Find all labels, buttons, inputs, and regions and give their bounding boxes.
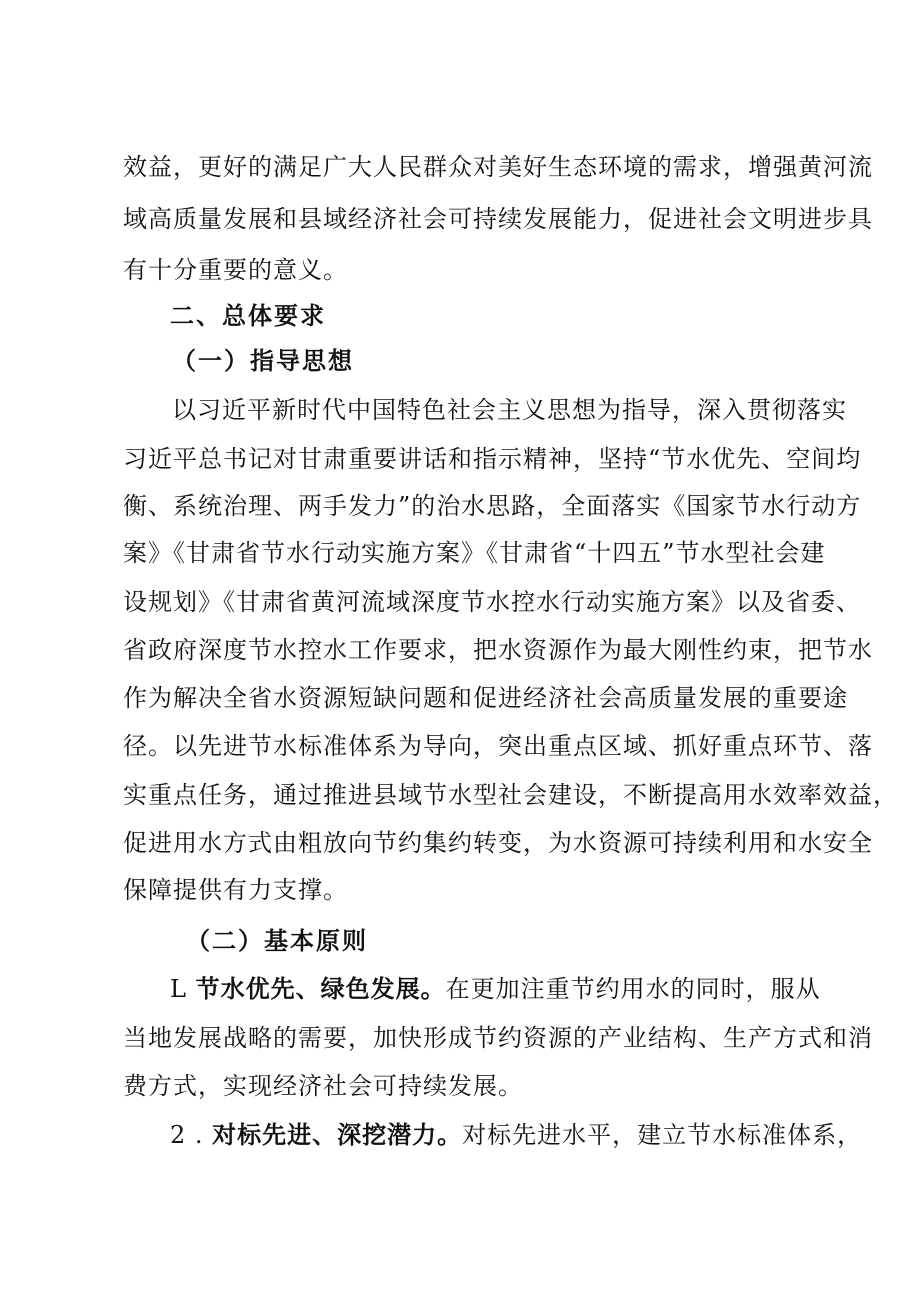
- item-title: 对标先进、深挖潜力。: [212, 1121, 463, 1149]
- principle-item: [170, 1120, 862, 1150]
- paragraph-line: 效益，更好的满足广大人民群众对美好生态环境的需求，增强黄河流: [123, 153, 873, 181]
- paragraph-line: 实重点任务，通过推进县域节水型社会建设，不断提高用水效率效益，: [123, 781, 898, 809]
- paragraph-line: 以习近平新时代中国特色社会主义思想为指导，深入贯彻落实: [172, 396, 847, 424]
- paragraph-line: 费方式，实现经济社会可持续发展。: [123, 1072, 523, 1100]
- paragraph-line: 径。以先进节水标准体系为导向，突出重点区域、抓好重点环节、落: [123, 732, 873, 760]
- paragraph-line: 习近平总书记对甘肃重要讲话和指示精神，坚持“节水优先、空间均: [123, 445, 862, 473]
- item-title: 节水优先、绿色发展。: [195, 975, 446, 1003]
- subsection-heading: （一）指导思想: [172, 347, 354, 375]
- subsection-heading: （二）基本原则: [186, 927, 368, 955]
- paragraph-line: 衡、系统治理、两手发力”的治水思路，全面落实《国家节水行动方: [123, 492, 862, 520]
- paragraph-line: 促进用水方式由粗放向节约集约转变，为水资源可持续利用和水安全: [123, 829, 873, 857]
- paragraph-line: 保障提供有力支撑。: [123, 876, 348, 904]
- item-number: L: [170, 975, 187, 1003]
- paragraph-line: 省政府深度节水控水工作要求，把水资源作为最大刚性约束，把节水: [123, 636, 873, 664]
- item-text: 在更加注重节约用水的同时，服从: [445, 975, 821, 1003]
- principle-item: [170, 974, 821, 1004]
- paragraph-line: 域高质量发展和县域经济社会可持续发展能力，促进社会文明进步具: [123, 205, 873, 233]
- paragraph-line: 案》《甘肃省节水行动实施方案》《甘肃省“十四五”节水型社会建: [123, 539, 826, 567]
- paragraph-line: 当地发展战略的需要，加快形成节约资源的产业结构、生产方式和消: [123, 1024, 873, 1052]
- paragraph-line: 有十分重要的意义。: [123, 256, 348, 284]
- section-heading: 二、总体要求: [170, 302, 326, 330]
- paragraph-line: 作为解决全省水资源短缺问题和促进经济社会高质量发展的重要途: [123, 684, 848, 712]
- item-number: 2 .: [170, 1121, 204, 1149]
- item-text: 对标先进水平，建立节水标准体系，: [462, 1121, 863, 1149]
- paragraph-line: 设规划》《甘肃省黄河流域深度节水控水行动实施方案》以及省委、: [123, 588, 861, 616]
